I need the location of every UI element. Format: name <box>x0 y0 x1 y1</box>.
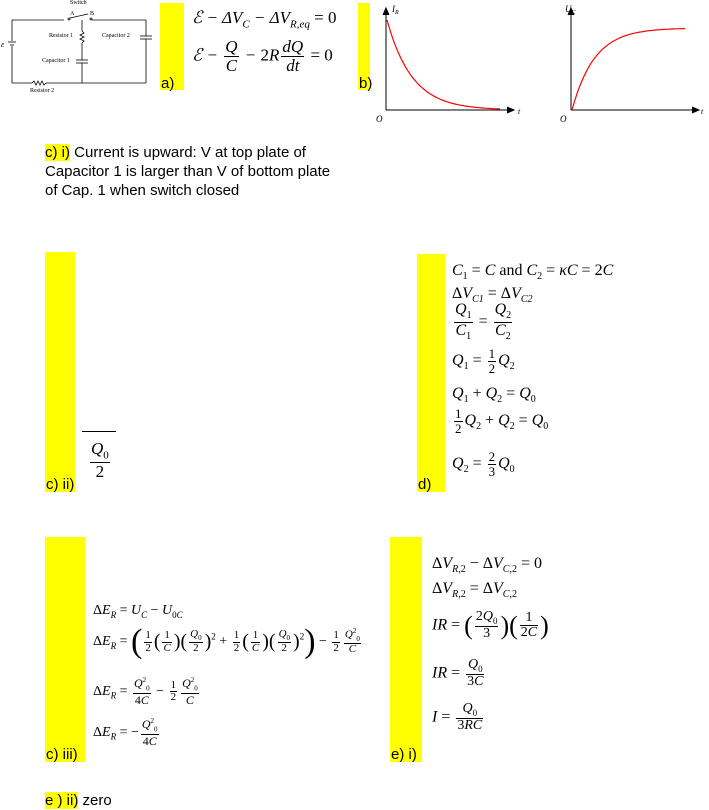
graph-capacitor-energy-vs-time <box>555 0 709 125</box>
part-e-i-line-4: IR = $\frac{Q_0}{3C}$ <box>432 657 484 690</box>
emf-symbol: ε <box>1 40 5 49</box>
part-c-ii-highlight <box>45 252 75 492</box>
part-c-iii-highlight <box>45 537 85 762</box>
part-e-i-highlight <box>390 537 422 762</box>
part-a-label: a) <box>161 75 175 92</box>
part-d-line-1: $C_1 = C$ and $C_2 = \kappa C = 2C$ <box>452 262 614 283</box>
circuit-wires <box>0 0 160 95</box>
part-b-label: b) <box>359 75 373 92</box>
part-d-line-6: $\frac{1}{2}$ $Q_2 + Q_2 = Q_0$ <box>455 406 549 436</box>
part-c-iii-line-2: $\Delta E_R$ = ( $\frac{1}{2}$ ( $\frac{1}{C}$ )( $\frac{Q_0}{2}$ )$^2$ + $\frac{1}{2}$ ( $\frac{1}{C}$ )( $\frac{Q_0}{2}$ )$^2$) − $\frac{1}{2}$ $\frac{Q^2_0}{C}$ <box>93 623 360 660</box>
part-d-line-5: $Q_1 + Q_2 = Q_0$ <box>452 385 536 406</box>
part-c-ii-answer: $\frac{Q_0}{2}$ <box>91 439 109 481</box>
part-c-i-text <box>45 143 345 200</box>
circuit-diagram <box>0 0 160 95</box>
part-c-iii-line-1: $\Delta E_R = U_C - U_{0C}$ <box>93 603 183 620</box>
graph2-y-axis-label: $U_C$ <box>565 4 576 16</box>
part-c-iii-line-3: $\Delta E_R$ = $\frac{Q^2_0}{4C}$ − $\frac{1}{2}$ $\frac{Q^2_0}{C}$ <box>93 676 198 707</box>
part-e-i-line-5: I = $\frac{Q_0}{3RC}$ <box>432 701 483 734</box>
part-a-equation-2: ℰ − $\frac{Q}{C}$ − 2R $\frac{dQ}{dt}$ = 0 <box>192 37 333 75</box>
part-e-ii-text <box>45 791 345 810</box>
capacitor1-label: Capacitor 1 <box>42 58 70 64</box>
part-c-ii-overbar <box>82 431 116 432</box>
graph1-y-axis-label: $I_R$ <box>392 4 399 16</box>
resistor1-label: Resistor 1 <box>49 33 74 39</box>
graph1-origin-label: O <box>376 114 383 124</box>
capacitor2-label: Capacitor 2 <box>102 33 130 39</box>
part-e-i-line-3: IR = ( $\frac{2Q_0}{3}$ )( $\frac{1}{2C}$ ) <box>432 609 549 642</box>
part-d-label: d) <box>418 476 432 493</box>
part-c-iii-label: c) iii) <box>46 746 78 763</box>
part-d-line-3: $\frac{Q_1}{C_1}$ = $\frac{Q_2}{C_2}$ <box>455 301 512 342</box>
switch-label: Switch <box>70 0 87 6</box>
part-e-ii-label: e ) ii) <box>45 792 79 809</box>
energy-growth-curve <box>572 29 685 110</box>
part-c-ii-label: c) ii) <box>46 476 75 493</box>
part-d-line-2: $\Delta V_{C1} = \Delta V_{C2}$ <box>452 285 533 306</box>
part-d-highlight <box>417 254 445 492</box>
resistor2-label: Resistor 2 <box>30 88 55 94</box>
part-d-line-4: $Q_1$ = $\frac{1}{2}$ $Q_2$ <box>452 346 515 376</box>
part-e-i-line-2: $\Delta V_{R,2} = \Delta V_{C,2}$ <box>432 580 517 601</box>
node-a-label: A <box>70 11 75 17</box>
part-c-i-label: c) i) <box>45 144 70 161</box>
part-e-i-line-1: $\Delta V_{R,2} - \Delta V_{C,2} = 0$ <box>432 555 542 576</box>
current-decay-curve <box>387 20 500 109</box>
part-d-line-7: $Q_2$ = $\frac{2}{3}$ $Q_0$ <box>452 449 515 479</box>
part-e-i-label: e) i) <box>391 746 417 763</box>
node-b-label: B <box>90 11 95 17</box>
part-e-ii-body: zero <box>78 792 112 809</box>
graph-current-vs-time <box>370 0 540 125</box>
part-c-iii-line-4: $\Delta E_R$ = − $\frac{Q^2_0}{4C}$ <box>93 717 158 748</box>
part-a-equation-1: ℰ − $\Delta V_C - \Delta V_{R,eq} = 0$ <box>192 8 337 31</box>
graph1-x-axis-label: t <box>518 107 521 116</box>
part-c-i-body: Current is upward: V at top plate of Capacitor 1 is larger than V of bottom plate of Cap. 1 when switch closed <box>45 144 331 199</box>
graph2-origin-label: O <box>560 114 567 124</box>
graph2-x-axis-label: t <box>701 107 704 116</box>
